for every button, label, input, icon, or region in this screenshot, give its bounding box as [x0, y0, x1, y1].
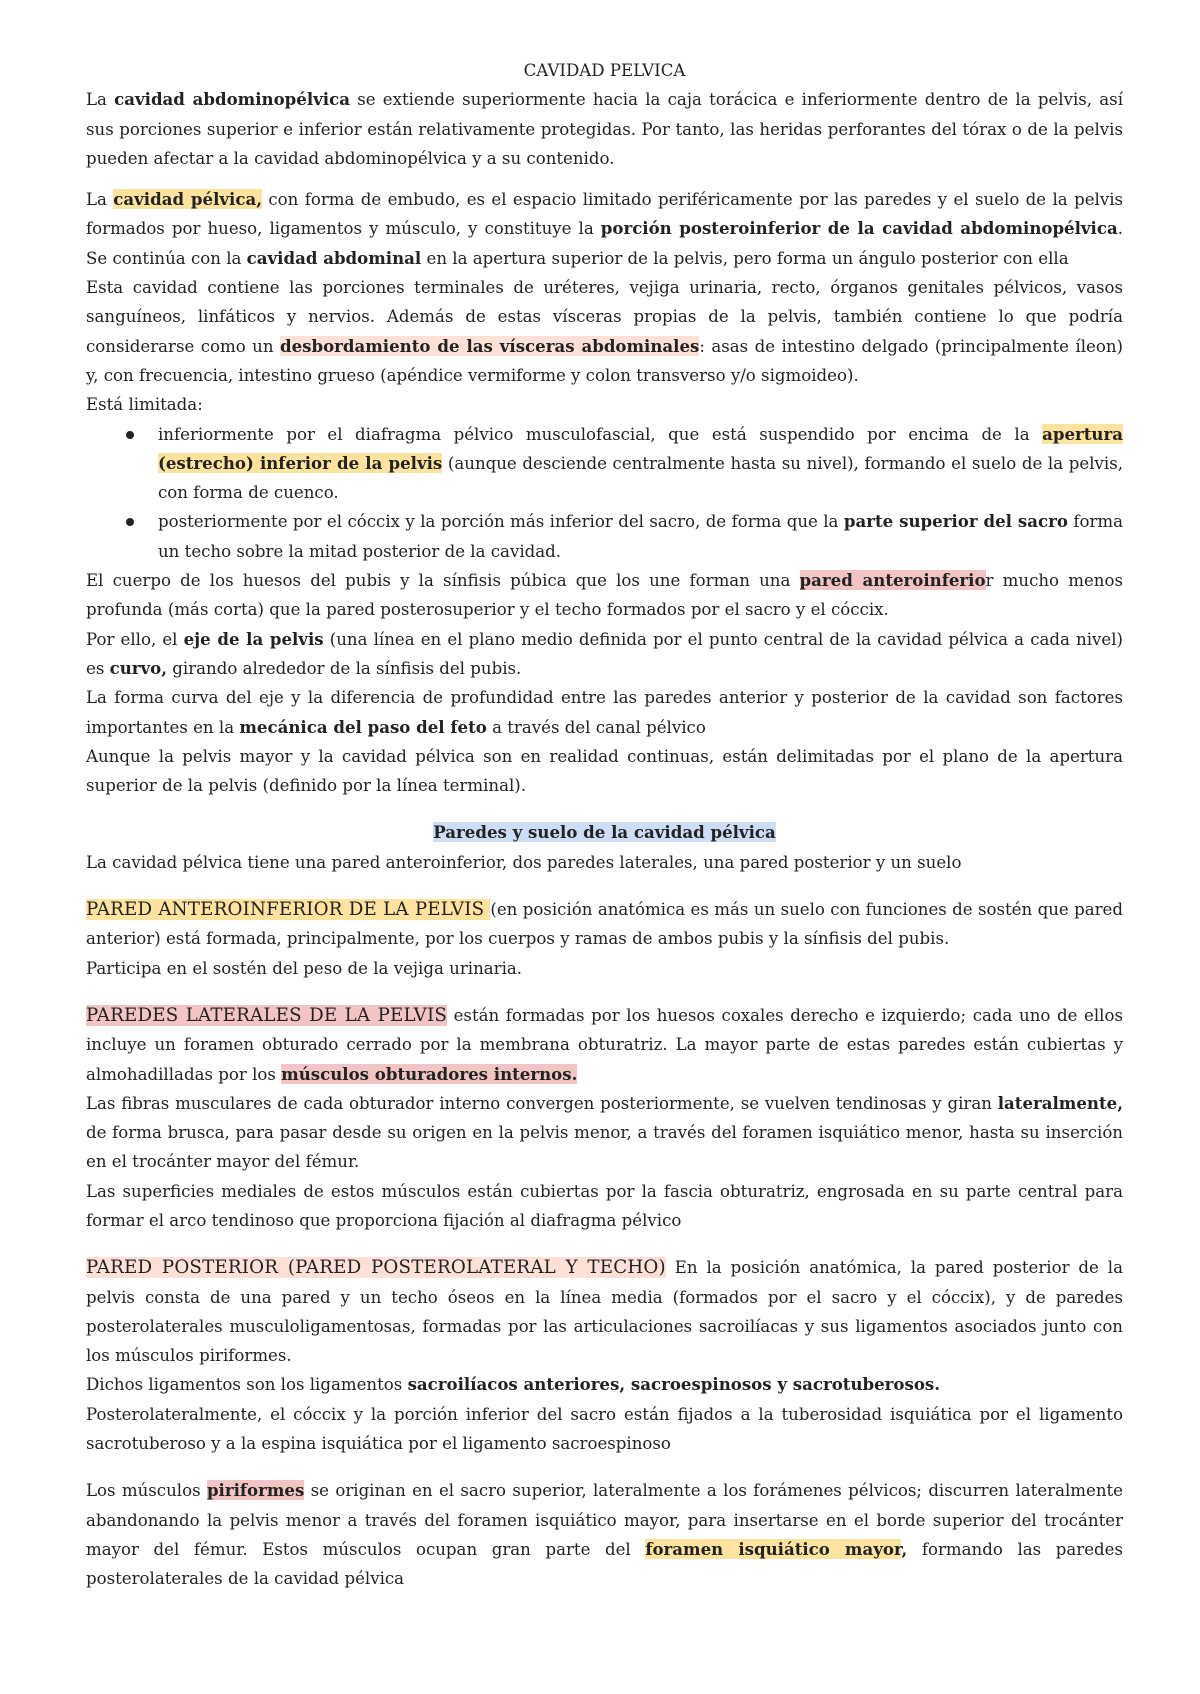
text-run: a través del canal pélvico — [486, 717, 706, 737]
text-run: . Se continúa con la — [86, 219, 1123, 268]
text-run: El cuerpo de los huesos del pubis y la sínfisis púbica que los une forman una — [86, 571, 800, 591]
text-run: En la posición anatómica, la pared posterior de la pelvis consta de una pared y un techo óseos en la línea media (formados por el sacro y el cóccix), y de paredes posterolaterales musculoligamentosas, formadas por las articulaciones sacroilíacas y sus ligamentos asociados junto con los músculos piriformes. — [86, 1258, 1123, 1366]
bullet-icon — [126, 518, 134, 526]
text-run: Esta cavidad contiene las porciones terminales de uréteres, vejiga urinaria, recto, órganos genitales pélvicos, vasos sanguíneos, linfáticos y nervios. Además de estas vísceras propias de la pelvis, también contiene lo que podría considerarse como un — [86, 278, 1123, 356]
text-run: en la apertura superior de la pelvis, pero forma un ángulo posterior con ella — [421, 248, 1069, 268]
paragraph-pelvis-mayor: Aunque la pelvis mayor y la cavidad pélvica son en realidad continuas, están delimitadas por el plano de la apertura superior de la pelvis (definido por la línea terminal). — [86, 746, 1123, 796]
text-run: r mucho menos profunda (más corta) que la pared posterosuperior y el techo formados por el sacro y el cóccix. — [86, 571, 1123, 620]
paragraph-obturator-fibers — [86, 1089, 1123, 1177]
text-run: formando las paredes posterolaterales de la cavidad pélvica — [86, 1539, 1123, 1589]
text-run: se originan en el sacro superior, lateralmente a los forámenes pélvicos; discurren lateralmente abandonando la pelvis menor a través del foramen isquiático mayor, para insertarse en el borde superior del trocánter mayor del fémur. Estos músculos ocupan gran parte del — [86, 1481, 1124, 1559]
paragraph-posterior-wall — [86, 1253, 1123, 1370]
highlight-obturadores-internos: músculos obturadores internos. — [281, 1063, 578, 1084]
document-title: CAVIDAD PELVICA — [523, 61, 686, 80]
highlight-desbordamiento: desbordamiento de las vísceras abdominales — [279, 335, 700, 356]
term-porcion-posteroinferior: porción posteroinferior de la cavidad abdominopélvica — [600, 218, 1118, 239]
paragraph-obturator-fascia: Las superficies mediales de estos músculos están cubiertas por la fascia obturatriz, engrosada en su parte central para formar el arco tendinoso que proporciona fijación al diafragma pélvico — [86, 1181, 1123, 1230]
heading-paredes-laterales: PAREDES LATERALES DE LA PELVIS — [86, 1004, 447, 1026]
highlight-piriformes: piriformes — [206, 1480, 305, 1501]
text-run: Dichos ligamentos son los ligamentos — [86, 1375, 408, 1395]
bullet-icon — [126, 431, 134, 439]
highlight-pared-anteroinferior: pared anteroinferio — [799, 570, 986, 591]
text-run: forma un techo sobre la mitad posterior de la cavidad. — [158, 512, 1124, 561]
paragraph-birth-mechanics — [86, 683, 1123, 742]
paragraph-contents — [86, 273, 1123, 390]
text-run: se extiende superiormente hacia la caja torácica e inferiormente dentro de la pelvis, así sus porciones superior e inferior están relativamente protegidas. Por tanto, las heridas perforantes del tórax o de la pelvis pueden afectar a la cavidad abdominopélvica y a su contenido. — [86, 90, 1124, 168]
heading-pared-anteroinferior: PARED ANTEROINFERIOR DE LA PELVIS — [86, 899, 491, 921]
highlight-apertura-inferior: apertura (estrecho) inferior de la pelvis — [158, 423, 1123, 473]
heading-pared-posterior: PARED POSTERIOR (PARED POSTEROLATERAL Y TECHO) — [86, 1257, 666, 1279]
term-ligamentos: sacroilíacos anteriores, sacroespinosos y sacrotuberosos. — [407, 1374, 941, 1395]
text-run: La — [86, 190, 114, 210]
list-item — [158, 507, 1123, 566]
paragraph-pelvic-cavity — [86, 185, 1123, 273]
paragraph-bladder-support: Participa en el sostén del peso de la vejiga urinaria. — [86, 958, 523, 978]
paragraph-walls-summary: La cavidad pélvica tiene una pared anteroinferior, dos paredes laterales, una pared posterior y un suelo — [86, 852, 962, 872]
text-run: inferiormente por el diafragma pélvico musculofascial, que está suspendido por encima de la — [158, 424, 1043, 444]
text-run: Por ello, el — [86, 629, 184, 649]
text-run: girando alrededor de la sínfisis del pubis. — [167, 658, 522, 678]
text-run: : asas de intestino delgado (principalmente íleon) y, con frecuencia, intestino grueso (apéndice vermiforme y colon transverso y/o sigmoideo). — [86, 336, 1123, 385]
paragraph-anteroinferior-wall — [86, 566, 1123, 625]
term-cavidad-abdominopelvica: cavidad abdominopélvica — [114, 89, 350, 110]
paragraph-pelvic-axis — [86, 625, 1123, 684]
limits-list — [86, 420, 1123, 566]
text-run: Los músculos — [86, 1481, 207, 1501]
paragraph-limits-intro: Está limitada: — [86, 395, 203, 415]
text-run: La — [86, 90, 115, 110]
text-run: están formadas por los huesos coxales derecho e izquierdo; cada uno de ellos incluye un foramen obturado cerrado por la membrana obturatriz. La mayor parte de estas paredes están cubiertas y almohadilladas por los — [86, 1005, 1123, 1084]
text-run: con forma de embudo, es el espacio limitado periféricamente por las paredes y el suelo de la pelvis formados por hueso, ligamentos y músculo, y constituye la — [86, 190, 1124, 239]
text-run: (una línea en el plano medio definida por el punto central de la cavidad pélvica a cada nivel) es — [86, 629, 1123, 678]
term-lateralmente: lateralmente, — [997, 1092, 1123, 1113]
text-run: (aunque desciende centralmente hasta su nivel), formando el suelo de la pelvis, con forma de cuenco. — [158, 453, 1123, 503]
text-run: posteriormente por el cóccix y la porción más inferior del sacro, de forma que la — [158, 512, 844, 532]
highlight-cavidad-pelvica: cavidad pélvica, — [113, 189, 262, 210]
paragraph-abdominopelvic-cavity — [86, 85, 1123, 173]
paragraph-piriformes — [86, 1476, 1123, 1593]
term-parte-superior-sacro: parte superior del sacro — [843, 511, 1068, 532]
text-run: de forma brusca, para pasar desde su origen en la pelvis menor, a través del foramen isquiático menor, hasta su inserción en el trocánter mayor del fémur. — [86, 1123, 1123, 1172]
term-curvo: curvo, — [109, 657, 168, 678]
highlight-foramen-isquiatico-mayor: foramen isquiático mayor — [645, 1538, 902, 1559]
highlight-section-heading: Paredes y suelo de la cavidad pélvica — [433, 822, 776, 843]
term-eje-pelvis: eje de la pelvis — [183, 628, 324, 649]
paragraph-posterolateral: Posterolateralmente, el cóccix y la porción inferior del sacro están fijados a la tuberosidad isquiática por el ligamento sacrotuberoso y a la espina isquiática por el ligamento sacroespinoso — [86, 1404, 1123, 1454]
term-mecanica-paso-feto: mecánica del paso del feto — [239, 716, 487, 737]
text-run: , — [901, 1538, 908, 1559]
text-run: Las fibras musculares de cada obturador interno convergen posteriormente, se vuelven tendinosas y giran — [86, 1093, 998, 1113]
term-cavidad-abdominal: cavidad abdominal — [246, 247, 422, 268]
text-run: (en posición anatómica es más un suelo con funciones de sostén que pared anterior) está formada, principalmente, por los cuerpos y ramas de ambos pubis y la sínfisis del pubis. — [86, 900, 1123, 949]
text-run: La forma curva del eje y la diferencia de profundidad entre las paredes anterior y posterior de la cavidad son factores importantes en la — [86, 688, 1123, 737]
paragraph-anteroinferior-heading — [86, 895, 1123, 954]
list-item — [158, 420, 1123, 508]
paragraph-lateral-walls — [86, 1001, 1123, 1089]
section-heading — [86, 818, 1123, 847]
paragraph-ligaments — [86, 1370, 1123, 1399]
